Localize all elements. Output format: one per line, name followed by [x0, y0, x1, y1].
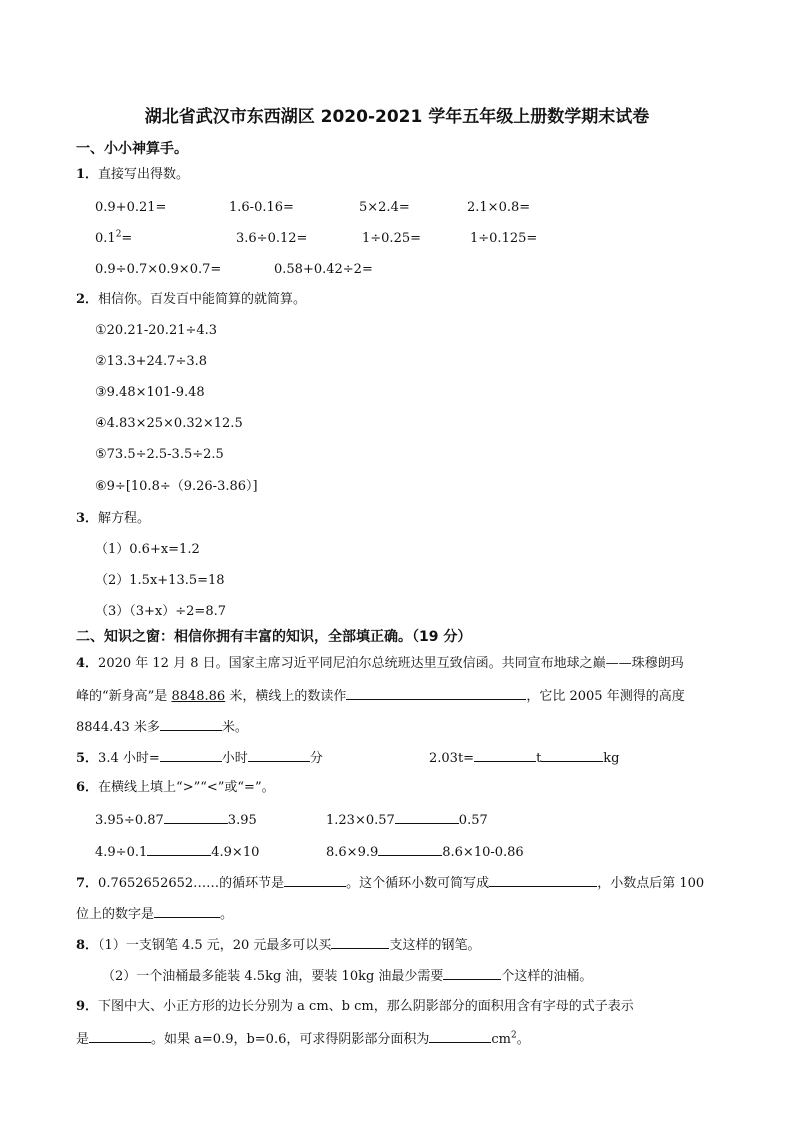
q1-expr: 0.58+0.42÷2=: [274, 262, 373, 277]
question-4-line3: 8844.43 米多 米。: [76, 717, 248, 737]
question-4-line2: 峰的“新身高”是 8848.86 米，横线上的数读作 ，它比 2005 年测得的高度: [76, 686, 685, 706]
question-number: 7．: [76, 876, 99, 891]
question-4-line1: 4．2020 年 12 月 8 日。国家主席习近平同尼泊尔总统班达里互致信函。共同宣布地球之巅——珠穆朗玛: [76, 656, 684, 671]
q2-item: ①20.21-20.21÷4.3: [95, 323, 218, 338]
question-5: 5．3.4 小时= 小时 分: [76, 748, 323, 768]
answer-blank[interactable]: [154, 904, 220, 918]
answer-blank[interactable]: [346, 686, 526, 700]
answer-blank[interactable]: [89, 1029, 151, 1043]
answer-blank[interactable]: [395, 810, 459, 824]
question-number: 2．: [76, 292, 99, 307]
q1-expr: 1.6-0.16=: [229, 200, 294, 215]
question-number: 4．: [76, 656, 99, 671]
q1-expr: 2.1×0.8=: [467, 200, 531, 215]
question-number: 8．: [76, 938, 99, 953]
q1-expr: 0.9÷0.7×0.9×0.7=: [95, 262, 222, 277]
q2-item: ④4.83×25×0.32×12.5: [95, 416, 243, 431]
answer-blank[interactable]: [489, 873, 597, 887]
q2-item: ②13.3+24.7÷3.8: [95, 354, 208, 369]
question-7-line2: 位上的数字是 。: [76, 904, 233, 924]
question-number: 5．: [76, 751, 99, 766]
answer-blank[interactable]: [284, 873, 346, 887]
question-number: 1．: [76, 167, 99, 182]
q2-item: ⑥9÷[10.8÷（9.26-3.86）]: [95, 479, 258, 494]
height-value: 8848.86: [171, 689, 226, 704]
answer-blank[interactable]: [160, 748, 222, 762]
q6-compare: 3.95÷0.87 3.95: [95, 810, 257, 830]
q3-item: （2）1.5x+13.5=18: [95, 573, 225, 588]
q6-compare: 8.6×9.9 8.6×10-0.86: [326, 842, 524, 862]
answer-blank[interactable]: [443, 966, 501, 980]
q1-expr: 1÷0.25=: [362, 231, 422, 246]
answer-blank[interactable]: [248, 748, 310, 762]
question-9-line1: 9．下图中大、小正方形的边长分别为 a cm、b cm，那么阴影部分的面积用含有字母的式子表示: [76, 999, 634, 1014]
section-1-heading: 一、小小神算手。: [76, 141, 188, 157]
question-9-line2: 是 。如果 a=0.9，b=0.6，可求得阴影部分面积为 $cm^2$。: [76, 1030, 530, 1047]
q1-expr: 5×2.4=: [359, 200, 410, 215]
question-number: 3．: [76, 511, 99, 526]
answer-blank[interactable]: [541, 748, 603, 762]
question-number: 9．: [76, 999, 99, 1014]
answer-blank[interactable]: [164, 810, 228, 824]
q1-expr: 3.6÷0.12=: [236, 231, 308, 246]
question-5-part2: 2.03t= t kg: [429, 748, 620, 768]
answer-blank[interactable]: [474, 748, 536, 762]
question-number: 6．: [76, 780, 99, 795]
q1-expr: $0.1^2=$: [95, 229, 133, 246]
q1-expr: 1÷0.125=: [470, 231, 538, 246]
q3-item: （3）（3+x）÷2=8.7: [95, 604, 226, 619]
question-1-heading: [76, 166, 189, 184]
q3-item: （1）0.6+x=1.2: [95, 542, 200, 557]
q2-item: ⑤73.5÷2.5-3.5÷2.5: [95, 447, 224, 462]
answer-blank[interactable]: [429, 1029, 491, 1043]
question-6-heading: 6．在横线上填上“>”“<”或“=”。: [76, 780, 275, 795]
answer-blank[interactable]: [160, 717, 222, 731]
question-7-line1: 7．0.7652652652……的循环节是 。这个循环小数可简写成 ，小数点后第 100: [76, 873, 704, 893]
page-title: 湖北省武汉市东西湖区 2020-2021 学年五年级上册数学期末试卷: [144, 107, 650, 127]
question-8-part2: （2）一个油桶最多能装 4.5kg 油，要装 10kg 油最少需要 个这样的油桶。: [102, 966, 592, 986]
question-text: 直接写出得数。: [98, 167, 190, 182]
question-text: 解方程。: [98, 511, 151, 526]
question-8-part1: 8．（1）一支钢笔 4.5 元，20 元最多可以买 支这样的钢笔。: [76, 935, 480, 955]
q6-compare: 4.9÷0.1 4.9×10: [95, 842, 259, 862]
answer-blank[interactable]: [378, 842, 442, 856]
question-2-heading: [76, 291, 306, 309]
section-2-heading: 二、知识之窗：相信你拥有丰富的知识，全部填正确。（19 分）: [76, 629, 472, 645]
question-text: 相信你。百发百中能简算的就简算。: [98, 292, 307, 307]
question-3-heading: [76, 510, 150, 528]
answer-blank[interactable]: [147, 842, 211, 856]
q6-compare: 1.23×0.57 0.57: [326, 810, 488, 830]
q1-expr: 0.9+0.21=: [95, 200, 167, 215]
q2-item: ③9.48×101-9.48: [95, 385, 205, 400]
answer-blank[interactable]: [331, 935, 389, 949]
